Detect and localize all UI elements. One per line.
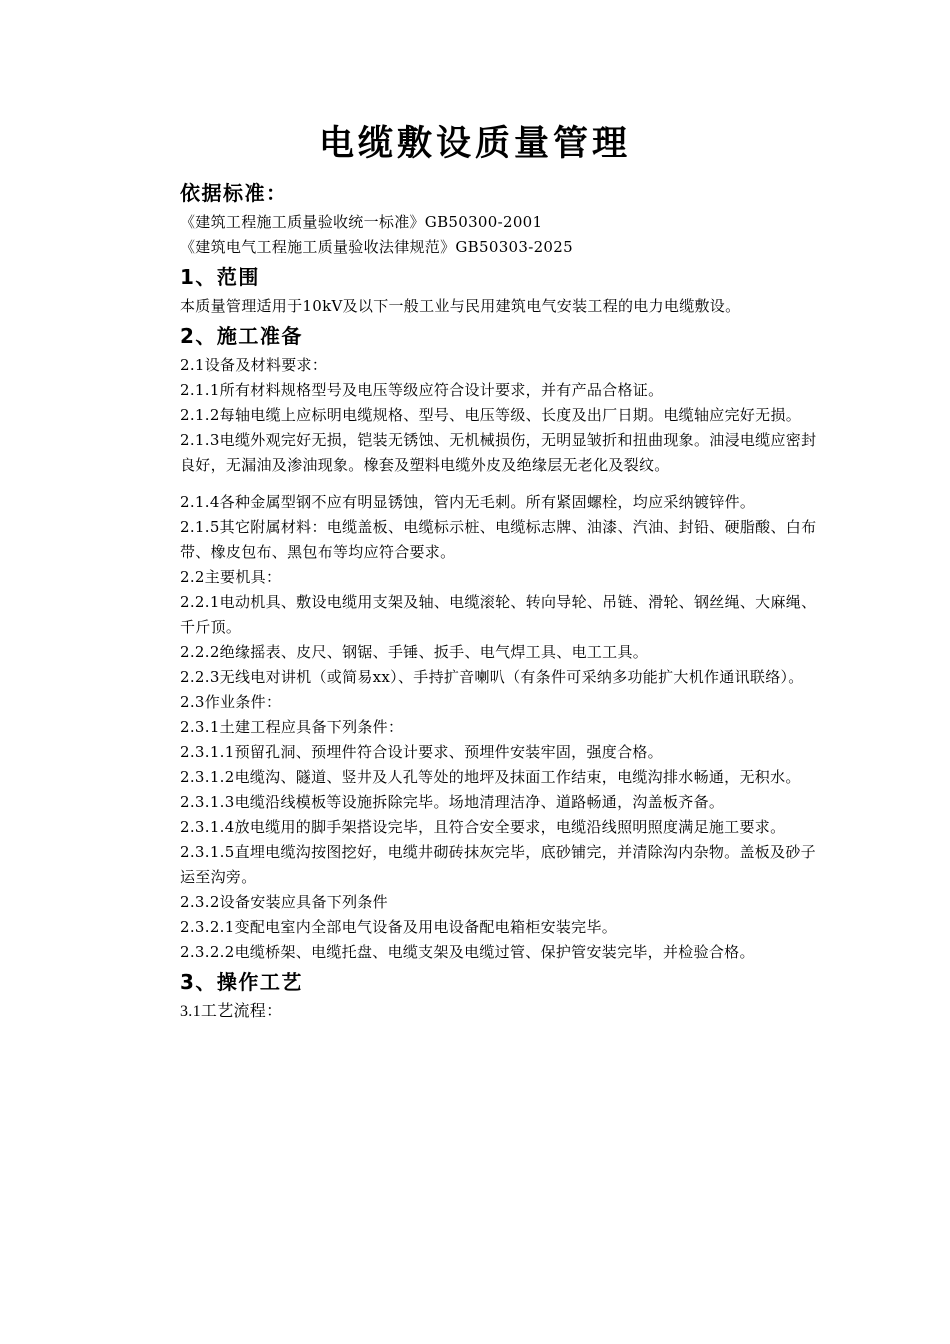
paragraph-2-3-1-3: 2.3.1.3电缆沿线模板等设施拆除完毕。场地清理洁净、道路畅通，沟盖板齐备。 bbox=[180, 793, 725, 811]
paragraph-2-1-5: 2.1.5其它附属材料：电缆盖板、电缆标示桩、电缆标志牌、油漆、汽油、封铅、硬脂酸、白布带、橡皮包布、黑包布等均应符合要求。 bbox=[180, 518, 817, 561]
scope-text: 本质量管理适用于10kV及以下一般工业与民用建筑电气安装工程的电力电缆敷设。 bbox=[180, 297, 741, 315]
document-title: 电缆敷设质量管理 bbox=[318, 124, 631, 164]
paragraph-spacer bbox=[180, 478, 830, 490]
paragraph-2-3-1: 2.3.1土建工程应具备下列条件： bbox=[180, 718, 404, 736]
paragraph-3-1: 3.1工艺流程： bbox=[180, 1003, 283, 1020]
process-heading: 3、操作工艺 bbox=[180, 970, 303, 994]
paragraph-2-3-2-1: 2.3.2.1变配电室内全部电气设备及用电设备配电箱柜安装完毕。 bbox=[180, 918, 618, 936]
paragraph-2-2: 2.2主要机具： bbox=[180, 568, 282, 586]
paragraph-2-3-1-2: 2.3.1.2电缆沟、隧道、竖井及人孔等处的地坪及抹面工作结束，电缆沟排水畅通，无积水。 bbox=[180, 768, 801, 786]
paragraph-2-3-2: 2.3.2设备安装应具备下列条件 bbox=[180, 893, 388, 911]
scope-heading: 1、范围 bbox=[180, 265, 260, 289]
paragraph-2-1-3: 2.1.3电缆外观完好无损，铠装无锈蚀、无机械损伤，无明显皱折和扭曲现象。油浸电缆应密封良好，无漏油及渗油现象。橡套及塑料电缆外皮及绝缘层无老化及裂纹。 bbox=[180, 431, 817, 474]
document-body bbox=[180, 176, 830, 1024]
paragraph-2-3: 2.3作业条件： bbox=[180, 693, 282, 711]
basis-heading: 依据标准： bbox=[180, 181, 288, 205]
preparation-heading: 2、施工准备 bbox=[180, 324, 303, 348]
basis-standard-1: 《建筑工程施工质量验收统一标准》GB50300-2001 bbox=[180, 213, 543, 231]
paragraph-2-3-1-4: 2.3.1.4放电缆用的脚手架搭设完毕，且符合安全要求，电缆沿线照明照度满足施工要求。 bbox=[180, 818, 786, 836]
paragraph-2-2-1: 2.2.1电动机具、敷设电缆用支架及轴、电缆滚轮、转向导轮、吊链、滑轮、钢丝绳、大麻绳、千斤顶。 bbox=[180, 593, 817, 636]
basis-standard-2: 《建筑电气工程施工质量验收法律规范》GB50303-2025 bbox=[180, 238, 573, 256]
paragraph-2-1: 2.1设备及材料要求： bbox=[180, 356, 328, 374]
paragraph-2-1-1: 2.1.1所有材料规格型号及电压等级应符合设计要求，并有产品合格证。 bbox=[180, 381, 664, 399]
paragraph-2-1-4: 2.1.4各种金属型钢不应有明显锈蚀，管内无毛刺。所有紧固螺栓，均应采纳镀锌件。 bbox=[180, 493, 756, 511]
paragraph-2-3-2-2: 2.3.2.2电缆桥架、电缆托盘、电缆支架及电缆过管、保护管安装完毕，并检验合格。 bbox=[180, 943, 755, 961]
paragraph-2-2-3: 2.2.3无线电对讲机（或简易xx）、手持扩音喇叭（有条件可采纳多功能扩大机作通讯联络）。 bbox=[180, 668, 804, 686]
paragraph-2-3-1-1: 2.3.1.1预留孔洞、预埋件符合设计要求、预埋件安装牢固，强度合格。 bbox=[180, 743, 663, 761]
paragraph-2-2-2: 2.2.2绝缘摇表、皮尺、钢锯、手锤、扳手、电气焊工具、电工工具。 bbox=[180, 643, 649, 661]
paragraph-2-3-1-5: 2.3.1.5直埋电缆沟按图挖好，电缆井砌砖抹灰完毕，底砂铺完，并清除沟内杂物。盖板及砂子运至沟旁。 bbox=[180, 843, 816, 886]
paragraph-2-1-2: 2.1.2每轴电缆上应标明电缆规格、型号、电压等级、长度及出厂日期。电缆轴应完好无损。 bbox=[180, 406, 802, 424]
